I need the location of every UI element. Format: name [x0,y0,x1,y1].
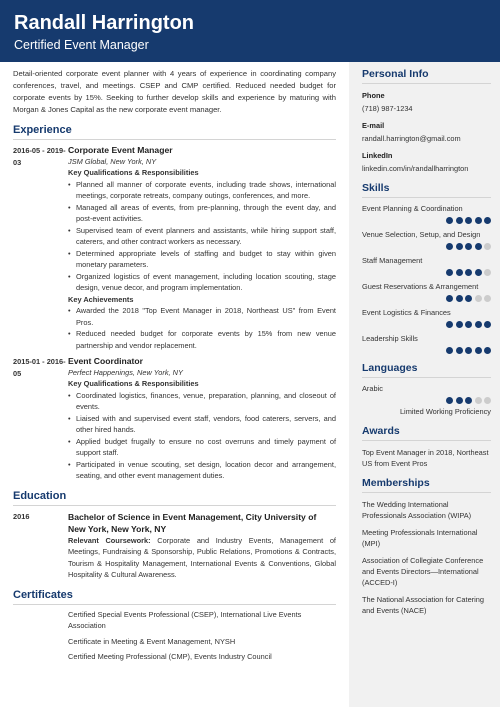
skill-rating [362,347,491,354]
skill-name: Event Logistics & Finances [362,308,451,317]
skill-rating [362,295,491,302]
main-column [0,62,349,707]
linkedin-value: linkedin.com/in/randallharrington [362,164,469,173]
job-entry [13,145,336,351]
job-company: JSM Global, New York, NY [68,157,157,166]
list-item: • Determined appropriate levels of staffing and budget to stay within given monetary parameters. [68,248,336,271]
rating-dot [484,295,491,302]
skills-list [362,204,491,354]
rating-dot [465,295,472,302]
education-year: 2016 [13,511,30,521]
rating-dot [456,295,463,302]
summary: Detail-oriented corporate event planner with 4 years of experience in coordinating company conferences, travel, and meetings. CSEP and CMP certified. Reduced needed budget for corporate events by 15%. Seeking to further develop skills and experience by maturing with Morgan & Jones Capital as the new corporate event manager. [13,69,336,114]
rating-dot [475,243,482,250]
resume-header [0,0,500,62]
list-item: • Planned all manner of corporate events, including trade shows, international meetings, corporate retreats, company outings, conferences, and more. [68,179,336,202]
language-rating [362,397,491,404]
memberships-heading: Memberships [362,477,491,493]
rating-dot [446,295,453,302]
rating-dot [465,347,472,354]
membership-item: Meeting Professionals International (MPI) [362,528,478,548]
job-entry [13,356,336,482]
skill-name: Staff Management [362,256,423,265]
job-dates: 2016-05 - 2019-03 [13,146,66,167]
rating-dot [456,243,463,250]
rating-dot [446,269,453,276]
list-item: • Reduced needed budget for corporate events by 15% from new venue partnership and vendor replacement. [68,328,336,351]
achievements-list [68,305,336,351]
rating-dot [475,321,482,328]
skill-name: Event Planning & Coordination [362,204,463,213]
skill-rating [362,321,491,328]
responsibilities-list [68,179,336,294]
rating-dot [475,347,482,354]
membership-item: The National Association for Catering and Events (NACE) [362,595,485,615]
rating-dot [465,321,472,328]
list-item: • Liaised with and supervised event staff, vendors, food caterers, servers, and other hired hands. [68,413,336,436]
rating-dot [484,269,491,276]
award-item: Top Event Manager in 2018, Northeast US from Event Pros [362,448,489,468]
education-heading: Education [13,490,336,506]
email-label: E-mail [362,121,385,130]
rating-dot [465,243,472,250]
candidate-title: Certified Event Manager [14,38,149,52]
certificates-heading: Certificates [13,589,336,605]
coursework-label: Relevant Coursework: [68,535,151,545]
list-item: • Managed all areas of events, from pre-planning, through the event day, and post-event activities. [68,202,336,225]
skill-rating [362,217,491,224]
rating-dot [484,397,491,404]
rating-dot [456,217,463,224]
job-title: Corporate Event Manager [68,145,173,155]
phone-label: Phone [362,91,385,100]
coursework [68,535,336,581]
rating-dot [484,347,491,354]
candidate-name: Randall Harrington [14,12,195,34]
rating-dot [446,347,453,354]
language-name: Arabic [362,384,383,393]
degree-title: Bachelor of Science in Event Management, City University of New York, New York, NY [68,511,317,534]
skills-heading: Skills [362,182,491,198]
rating-dot [475,217,482,224]
rating-dot [456,269,463,276]
skill-rating [362,243,491,250]
list-item: • Participated in venue scouting, set design, location decor and arrangement, seating, and other event management duties. [68,459,336,482]
list-item: • Applied budget frugally to ensure no cost overruns and timely payment of support staff. [68,436,336,459]
skill-name: Leadership Skills [362,334,418,343]
certificate-item: Certified Meeting Professional (CMP), Events Industry Council [68,652,272,661]
rating-dot [446,217,453,224]
rating-dot [446,243,453,250]
rating-dot [465,217,472,224]
job-dates: 2015-01 - 2016-05 [13,357,66,378]
experience-heading: Experience [13,124,336,140]
rating-dot [475,397,482,404]
email-value: randall.harrington@gmail.com [362,134,461,143]
list-item: • Awarded the 2018 "Top Event Manager in 2018, Northeast US" from Event Pros. [68,305,336,328]
languages-heading: Languages [362,362,491,378]
skill-name: Venue Selection, Setup, and Design [362,230,481,239]
rating-dot [446,397,453,404]
linkedin-label: LinkedIn [362,151,393,160]
rating-dot [456,321,463,328]
responsibilities-list [68,390,336,482]
certificate-item: Certificate in Meeting & Event Management, NYSH [68,636,236,646]
membership-item: The Wedding International Professionals Association (WIPA) [362,500,472,520]
rating-dot [484,321,491,328]
certificate-item: Certified Special Events Professional (CSEP), International Live Events Association [68,609,302,630]
rating-dot [484,243,491,250]
achievements-label: Key Achievements [68,294,134,304]
sidebar [349,62,500,707]
language-level: Limited Working Proficiency [399,407,491,416]
rating-dot [446,321,453,328]
rating-dot [475,295,482,302]
rating-dot [456,397,463,404]
job-company: Perfect Happenings, New York, NY [68,368,183,377]
membership-item: Association of Collegiate Conference and Events Directors—International (ACCED-I) [362,556,484,587]
rating-dot [465,397,472,404]
rating-dot [475,269,482,276]
rating-dot [484,217,491,224]
job-title: Event Coordinator [68,356,143,366]
awards-heading: Awards [362,425,491,441]
rating-dot [456,347,463,354]
skill-name: Guest Reservations & Arrangement [362,282,479,291]
list-item: • Coordinated logistics, finances, venue, preparation, planning, and closeout of events. [68,390,336,413]
coursework-text: Corporate and Industry Events, Management of Meetings, Fundraising & Sponsorship, Public Relations, Promotions & Contracts, Tourism & Hospitality Management, International Events & Conventions, Global Hospitality & Cultural Awareness. [68,535,336,579]
responsibilities-label: Key Qualifications & Responsibilities [68,168,199,177]
responsibilities-label: Key Qualifications & Responsibilities [68,379,199,388]
list-item: • Organized logistics of event management, including location scouting, stage design, venue decor, and program implementation. [68,271,336,294]
phone-value: (718) 987-1234 [362,104,413,113]
education-entry [13,511,336,581]
list-item: • Supervised team of event planners and assistants, while hiring support staff, caterers, and other contract workers as necessary. [68,225,336,248]
personal-info-heading: Personal Info [362,68,491,84]
skill-rating [362,269,491,276]
rating-dot [465,269,472,276]
